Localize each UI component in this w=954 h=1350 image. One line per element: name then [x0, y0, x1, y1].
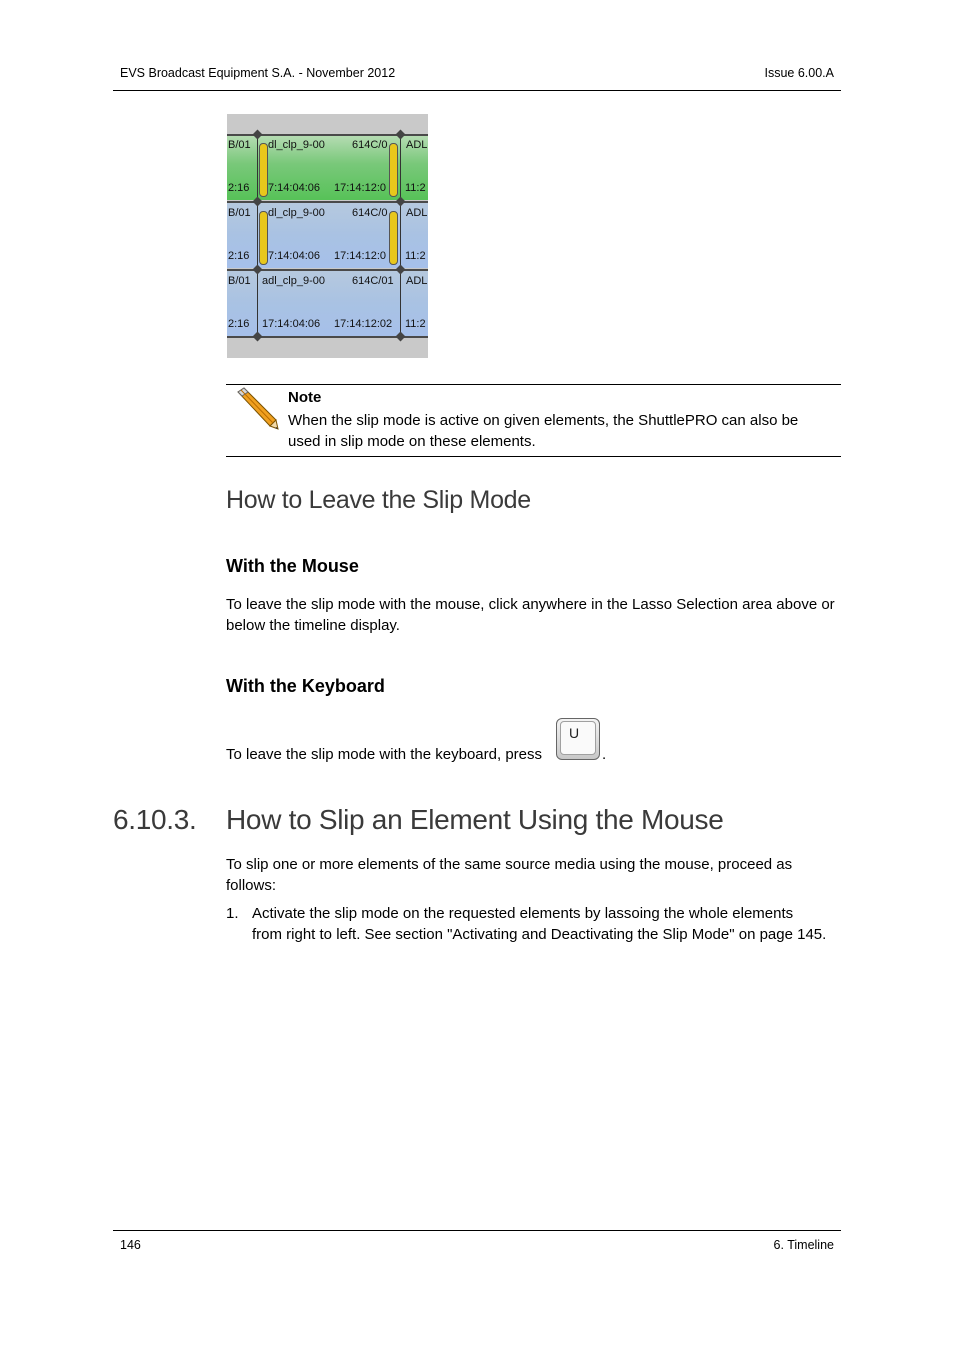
right-clip-label: ADL	[406, 275, 428, 287]
keyboard-instruction-end: .	[602, 746, 607, 763]
right-clip-label: ADL	[406, 139, 428, 151]
clip-name: dl_clp_9-00	[268, 139, 325, 151]
slip-handle-left[interactable]	[259, 211, 268, 265]
clip-in-time: 7:14:04:06	[268, 182, 320, 194]
clip-id: 614C/01	[352, 275, 394, 287]
timeline-figure	[227, 114, 428, 358]
note-text: When the slip mode is active on given elements, the ShuttlePRO can also be used in slip mode on these elements.	[288, 412, 799, 450]
mouse-instruction: To leave the slip mode with the mouse, click anywhere in the Lasso Selection area above or below the timeline display.	[226, 596, 835, 634]
subheading-mouse: With the Mouse	[226, 556, 359, 576]
footer-chapter: 6. Timeline	[773, 1238, 834, 1252]
clip-out-time: 17:14:12:02	[334, 318, 393, 330]
right-clip-time: 11:2	[405, 250, 426, 262]
keyboard-key-face	[560, 721, 596, 755]
right-clip-label: ADL	[406, 207, 428, 219]
subheading-keyboard: With the Keyboard	[226, 676, 385, 696]
footer-rule	[113, 1230, 841, 1231]
element-boundary-right	[400, 134, 401, 337]
step-number: 1.	[226, 905, 239, 922]
clip-in-time: 17:14:04:06	[262, 318, 321, 330]
element-boundary-left	[257, 134, 258, 337]
pencil-icon	[232, 386, 280, 432]
slip-intro: To slip one or more elements of the same source media using the mouse, proceed as follows:	[226, 856, 793, 894]
note-bottom-rule	[226, 456, 841, 457]
left-clip-time: 2:16	[228, 182, 250, 194]
right-clip-time: 11:2	[405, 182, 426, 194]
section-heading-leave: How to Leave the Slip Mode	[226, 486, 531, 514]
clip-id: 614C/0	[352, 139, 388, 151]
left-clip-time: 2:16	[228, 250, 250, 262]
right-clip-time: 11:2	[405, 318, 426, 330]
left-clip-time: 2:16	[228, 318, 250, 330]
keyboard-key-label: U	[569, 725, 580, 741]
step-text: Activate the slip mode on the requested elements by lassoing the whole elements from right to left. See section "Activating and Deactivating the Slip Mode" on page 145.	[252, 905, 827, 943]
clip-out-time: 17:14:12:0	[334, 250, 386, 262]
slip-handle-right[interactable]	[389, 143, 398, 197]
header-left: EVS Broadcast Equipment S.A. - November 2012	[120, 66, 396, 80]
clip-in-time: 7:14:04:06	[268, 250, 320, 262]
keyboard-key-u	[556, 718, 600, 760]
slip-handle-right[interactable]	[389, 211, 398, 265]
left-clip-label: B/01	[228, 207, 251, 219]
header-rule	[113, 90, 841, 91]
note-title: Note	[288, 389, 322, 406]
header-right: Issue 6.00.A	[764, 66, 834, 80]
note-top-rule	[226, 384, 841, 385]
clip-name: adl_clp_9-00	[262, 275, 325, 287]
left-clip-label: B/01	[228, 275, 251, 287]
left-clip-label: B/01	[228, 139, 251, 151]
clip-out-time: 17:14:12:0	[334, 182, 386, 194]
section-heading-slip: How to Slip an Element Using the Mouse	[226, 804, 724, 835]
slip-handle-left[interactable]	[259, 143, 268, 197]
footer-page-number: 146	[120, 1238, 141, 1252]
keyboard-instruction: To leave the slip mode with the keyboard, press	[226, 746, 543, 763]
section-number: 6.10.3.	[113, 804, 197, 835]
clip-id: 614C/0	[352, 207, 388, 219]
clip-name: dl_clp_9-00	[268, 207, 325, 219]
